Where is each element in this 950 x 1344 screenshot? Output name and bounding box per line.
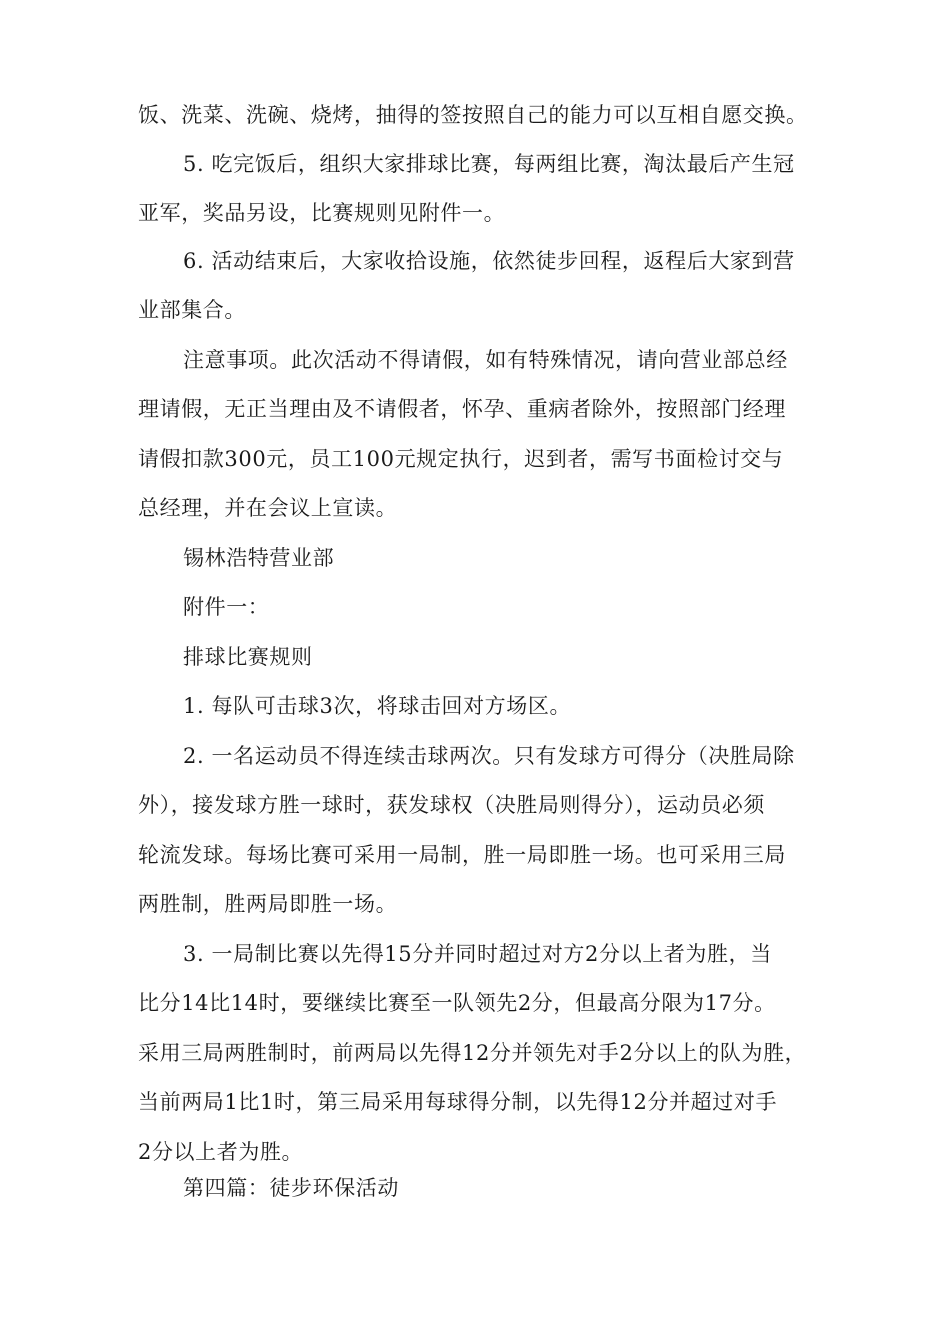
attachment-heading: 附件一： xyxy=(183,595,270,619)
paragraph-line: 当前两局1比1时，第三局采用每球得分制，以先得12分并超过对手 xyxy=(138,1090,778,1114)
paragraph-line: 1. 每队可击球3次，将球击回对方场区。 xyxy=(183,694,572,718)
chapter-title: 第四篇：徒步环保活动 xyxy=(183,1176,399,1200)
paragraph-line: 注意事项。此次活动不得请假，如有特殊情况，请向营业部总经 xyxy=(183,348,788,372)
paragraph-line: 比分14比14时，要继续比赛至一队领先2分，但最高分限为17分。 xyxy=(138,991,776,1015)
paragraph-line: 亚军，奖品另设，比赛规则见附件一。 xyxy=(138,201,506,225)
signature-line: 锡林浩特营业部 xyxy=(183,546,335,570)
paragraph-line: 理请假，无正当理由及不请假者，怀孕、重病者除外，按照部门经理 xyxy=(138,397,786,421)
paragraph-line: 2. 一名运动员不得连续击球两次。只有发球方可得分（决胜局除 xyxy=(183,744,795,768)
paragraph-line: 6. 活动结束后，大家收拾设施，依然徒步回程，返程后大家到营 xyxy=(183,249,795,273)
paragraph-line: 3. 一局制比赛以先得15分并同时超过对方2分以上者为胜，当 xyxy=(183,942,772,966)
paragraph-line: 请假扣款300元，员工100元规定执行，迟到者，需写书面检讨交与 xyxy=(138,447,784,471)
paragraph-line: 两胜制，胜两局即胜一场。 xyxy=(138,892,398,916)
paragraph-line: 业部集合。 xyxy=(138,298,246,322)
paragraph-line: 轮流发球。每场比赛可采用一局制，胜一局即胜一场。也可采用三局 xyxy=(138,843,786,867)
section-title: 排球比赛规则 xyxy=(183,645,313,669)
paragraph-line: 5. 吃完饭后，组织大家排球比赛，每两组比赛，淘汰最后产生冠 xyxy=(183,152,795,176)
paragraph-line: 采用三局两胜制时，前两局以先得12分并领先对手2分以上的队为胜， xyxy=(138,1041,807,1065)
paragraph-line: 2分以上者为胜。 xyxy=(138,1140,304,1164)
paragraph-line: 总经理，并在会议上宣读。 xyxy=(138,496,398,520)
paragraph-line: 外），接发球方胜一球时，获发球权（决胜局则得分），运动员必须 xyxy=(138,793,765,817)
paragraph-line: 饭、洗菜、洗碗、烧烤，抽得的签按照自己的能力可以互相自愿交换。 xyxy=(138,103,808,127)
